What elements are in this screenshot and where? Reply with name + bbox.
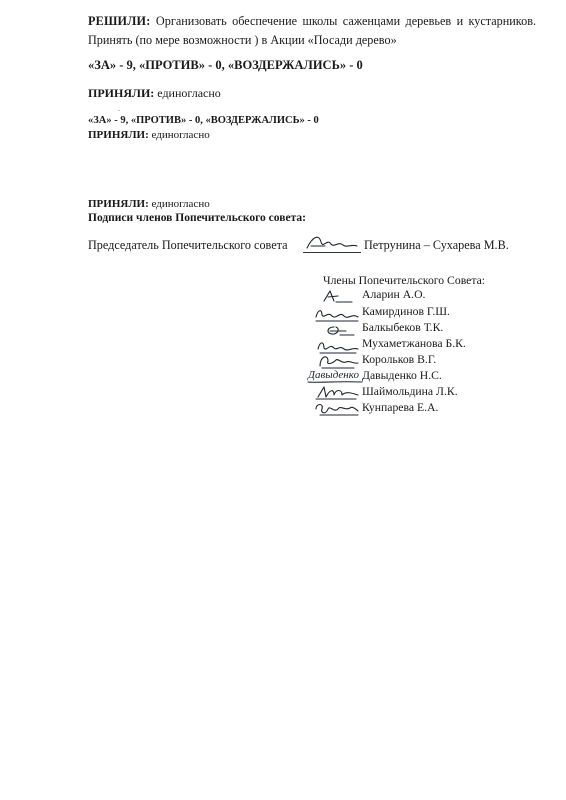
decision-label: РЕШИЛИ:	[88, 14, 151, 28]
decision-paragraph	[88, 12, 536, 50]
member-name: Шаймольдина Л.К.	[362, 385, 458, 398]
member-signature	[312, 399, 360, 417]
signature-text: Давыденко	[308, 369, 359, 381]
accepted-line-2	[88, 129, 210, 141]
accepted-value: единогласно	[151, 198, 210, 210]
accepted-label: ПРИНЯЛИ:	[88, 86, 155, 100]
decision-text: Организовать обеспечение школы саженцами деревьев и кустарников. Принять (по мере возможности ) в Акции «Посади дерево»	[88, 14, 537, 47]
member-name: Давыденко Н.С.	[362, 369, 442, 382]
vote-result: «ЗА» - 9, «ПРОТИВ» - 0, «ВОЗДЕРЖАЛИСЬ» - 0	[88, 58, 363, 72]
chairman-name: Петрунина – Сухарева М.В.	[364, 238, 509, 252]
member-name: Корольков В.Г.	[362, 353, 437, 366]
chairman-title: Председатель Попечительского совета	[88, 238, 288, 252]
member-signature	[312, 287, 360, 305]
accepted-line-3	[88, 198, 210, 210]
accepted-line-1	[88, 86, 221, 101]
accepted-value: единогласно	[151, 129, 210, 141]
signatures-heading: Подписи членов Попечительского совета:	[88, 212, 306, 224]
member-name: Кунпарева Е.А.	[362, 401, 439, 414]
member-name: Балкыбеков Т.К.	[362, 321, 444, 334]
members-title: Члены Попечительского Совета:	[323, 274, 486, 287]
member-name: Камирдинов Г.Ш.	[362, 305, 450, 318]
accepted-value: единогласно	[157, 86, 221, 100]
accepted-label: ПРИНЯЛИ:	[88, 198, 149, 210]
scan-mark: .	[118, 104, 120, 113]
member-name: Аларин А.О.	[362, 288, 426, 301]
chairman-signature-line	[303, 252, 361, 253]
accepted-label: ПРИНЯЛИ:	[88, 129, 149, 141]
member-name: Мухаметжанова Б.К.	[362, 337, 466, 350]
chairman-signature	[303, 232, 361, 254]
vote-result-small: «ЗА» - 9, «ПРОТИВ» - 0, «ВОЗДЕРЖАЛИСЬ» - 0	[88, 115, 319, 126]
